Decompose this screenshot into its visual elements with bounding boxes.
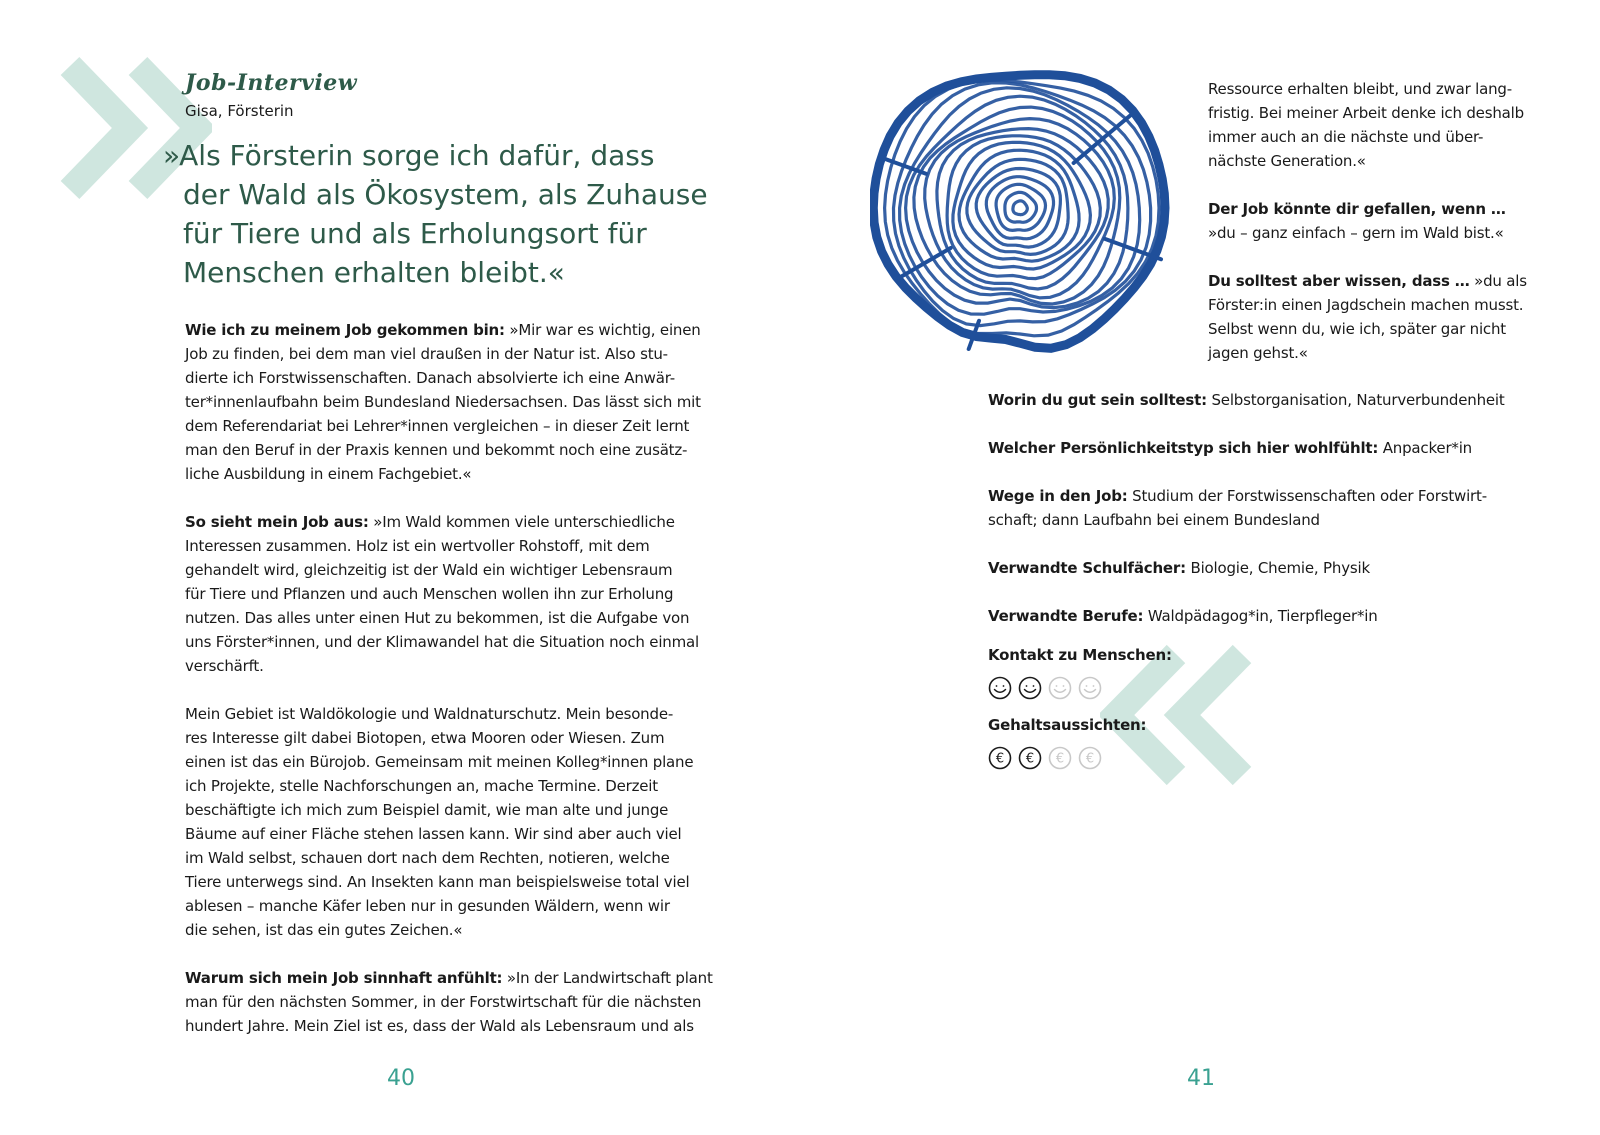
- euro-icon: [988, 746, 1012, 770]
- page-number: 41: [1187, 1066, 1215, 1091]
- interviewee-byline: Gisa, Försterin: [185, 102, 294, 120]
- pull-quote-line: Menschen erhalten bleibt.«: [183, 256, 565, 289]
- fact-label: Verwandte Berufe:: [988, 607, 1144, 625]
- salary-rating-label: Gehaltsaussichten:: [988, 716, 1147, 734]
- interview-paragraph: Wie ich zu meinem Job gekommen bin: »Mir war es wichtig, einen Job zu finden, bei dem man viel draußen in der Natur ist. Also stu- dierte ich Forstwissenschaften. Danach absolvierte ich eine Anwär- ter*innenlaufbahn beim Bundesland Niedersachsen. Das lässt sich mit dem Referendariat bei Lehrer*innen vergleichen – in dieser Zeit lernt man den Beruf in der Praxis kennen und bekommt noch eine zusätz- liche Ausbildung in einem Fachgebiet.«: [185, 321, 701, 483]
- know-block-label: Du solltest aber wissen, dass …: [1208, 272, 1470, 290]
- interview-continuation: [1208, 77, 1568, 389]
- contact-rating: [988, 676, 1102, 700]
- paragraph-label: Warum sich mein Job sinnhaft anfühlt:: [185, 969, 503, 987]
- fact-label: Wege in den Job:: [988, 487, 1128, 505]
- paragraph-label: Wie ich zu meinem Job gekommen bin:: [185, 321, 505, 339]
- interview-paragraph: Warum sich mein Job sinnhaft anfühlt: »In der Landwirtschaft plant man für den nächsten Sommer, in der Forstwirtschaft für die nächsten hundert Jahre. Mein Ziel ist es, dass der Wald als Lebensraum und als: [185, 969, 713, 1035]
- pull-quote: [163, 136, 723, 292]
- svg-text:€: €: [1085, 751, 1095, 767]
- interview-body: [185, 318, 725, 1062]
- smiley-icon: [1048, 676, 1072, 700]
- like-block-label: Der Job könnte dir gefallen, wenn …: [1208, 200, 1506, 218]
- smiley-icon: [988, 676, 1012, 700]
- fact-item: Wege in den Job: Studium der Forstwissenschaften oder Forstwirt- schaft; dann Laufbahn bei einem Bundesland: [988, 487, 1487, 529]
- pull-quote-line: »Als Försterin sorge ich dafür, dass: [163, 139, 655, 172]
- euro-icon: [1078, 746, 1102, 770]
- salary-rating: [988, 746, 1102, 770]
- pull-quote-line: der Wald als Ökosystem, als Zuhause: [183, 178, 708, 211]
- svg-text:€: €: [1025, 751, 1035, 767]
- like-block-text: »du – ganz einfach – gern im Wald bist.«: [1208, 224, 1504, 242]
- pull-quote-line: für Tiere und als Erholungsort für: [183, 217, 647, 250]
- fact-label: Welcher Persönlichkeitstyp sich hier wohlfühlt:: [988, 439, 1379, 457]
- fact-label: Verwandte Schulfächer:: [988, 559, 1186, 577]
- svg-text:€: €: [1055, 751, 1065, 767]
- interview-paragraph: So sieht mein Job aus: »Im Wald kommen viele unterschiedliche Interessen zusammen. Holz ist ein wertvoller Rohstoff, mit dem gehandelt wird, gleichzeitig ist der Wald ein wichtiger Lebensraum für Tiere und Pflanzen und auch Menschen wollen ihn zur Erholung nutzen. Das alles unter einen Hut zu bekommen, ist die Aufgabe von uns Förster*innen, und der Klimawandel hat die Situation noch einmal verschärft.: [185, 513, 699, 675]
- contact-rating-label: Kontakt zu Menschen:: [988, 646, 1172, 664]
- smiley-icon: [1078, 676, 1102, 700]
- euro-icon: [1048, 746, 1072, 770]
- smiley-icon: [1018, 676, 1042, 700]
- fact-item: Worin du gut sein solltest: Selbstorganisation, Naturverbundenheit: [988, 391, 1505, 409]
- fact-item: Verwandte Berufe: Waldpädagog*in, Tierpfleger*in: [988, 607, 1378, 625]
- page-number: 40: [387, 1066, 415, 1091]
- know-block: Du solltest aber wissen, dass … »du als Förster:in einen Jagdschein machen musst. Selbst wenn du, wie ich, später gar nicht jagen gehst.«: [1208, 272, 1527, 362]
- fact-label: Worin du gut sein solltest:: [988, 391, 1207, 409]
- fact-item: Welcher Persönlichkeitstyp sich hier wohlfühlt: Anpacker*in: [988, 439, 1472, 457]
- fact-item: Verwandte Schulfächer: Biologie, Chemie, Physik: [988, 559, 1370, 577]
- like-block: [1208, 197, 1568, 245]
- tree-stump-rings-icon: [870, 48, 1188, 364]
- paragraph-label: So sieht mein Job aus:: [185, 513, 369, 531]
- euro-icon: [1018, 746, 1042, 770]
- job-facts: [988, 388, 1548, 652]
- interview-paragraph: Mein Gebiet ist Waldökologie und Waldnaturschutz. Mein besonde- res Interesse gilt dabei Biotopen, etwa Mooren oder Wiesen. Zum einen ist das ein Bürojob. Gemeinsam mit meinen Kolleg*innen plane ich Projekte, stelle Nachforschungen an, mache Termine. Derzeit beschäftigte ich mich zum Beispiel damit, wie man alte und junge Bäume auf einer Fläche stehen lassen kann. Wir sind aber auch viel im Wald selbst, schauen dort nach dem Rechten, notieren, welche Tiere unterwegs sind. An Insekten kann man beispielsweise total viel ablesen – manche Käfer leben nur in gesunden Wäldern, wenn wir die sehen, ist das ein gutes Zeichen.«: [185, 705, 694, 939]
- svg-text:€: €: [995, 751, 1005, 767]
- continuation-paragraph: Ressource erhalten bleibt, und zwar lang- fristig. Bei meiner Arbeit denke ich deshalb immer auch an die nächste und über- nächste Generation.«: [1208, 80, 1524, 170]
- section-eyebrow: Job-Interview: [185, 70, 358, 96]
